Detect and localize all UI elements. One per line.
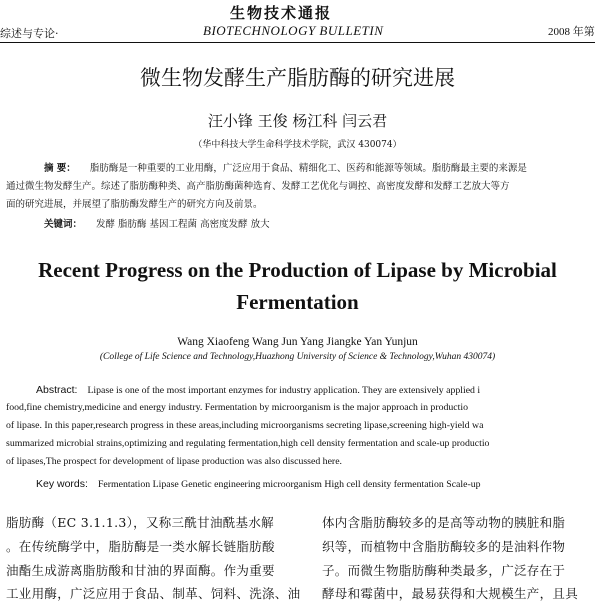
abstract-en-line: food,fine chemistry,medicine and energy industry. Fermentation by microorganism is the major approach in productio [6,402,468,413]
keywords-cn-label: 关键词： [44,219,83,230]
keywords-en-label: Key words: [36,478,88,490]
body-text-left-line: 工业用酶，广泛应用于食品、制革、饲料、洗涤、油 [6,586,301,601]
section-label: 综述与专论· [0,27,59,40]
header-divider [0,42,595,43]
abstract-en-line [36,384,480,396]
article-title-cn: 微生物发酵生产脂肪酶的研究进展 [140,66,455,90]
authors-en: Wang Xiaofeng Wang Jun Yang Jiangke Yan Yunjun [177,336,418,348]
authors-cn: 汪小锋 王俊 杨江科 闫云君 [207,112,388,130]
body-text-right-line: 酵母和霉菌中，最易获得和大规模生产，且具 [322,586,579,601]
abstract-cn-text: 脂肪酶是一种重要的工业用酶，广泛应用于食品、精细化工、医药和能源等领域。脂肪酶最主要的来源是 [89,163,527,174]
abstract-cn-line: 面的研究进展，并展望了脂肪酶发酵生产的研究方向及前景。 [6,199,263,210]
body-text-right-line: 织等，而植物中含脂肪酶较多的是油料作物 [322,539,566,554]
issue-label: 2008 年第 [548,26,595,38]
body-text-left-line: 油酯生成游离脂肪酸和甘油的界面酶。作为重要 [6,563,275,578]
body-text-left-line: 。在传统酶学中，脂肪酶是一类水解长链脂肪酸 [6,539,275,554]
article-title-en-line: Fermentation [236,290,359,314]
keywords-cn-text: 发酵 脂肪酶 基因工程菌 高密度发酵 放大 [96,219,270,230]
body-text-left-line: 脂肪酶（EC 3.1.1.3），又称三酰甘油酰基水解 [6,515,274,530]
body-text-right-line: 体内含脂肪酶较多的是高等动物的胰脏和脂 [322,515,566,530]
abstract-cn-line [44,160,527,177]
abstract-en-line: of lipases,The prospect for development of lipase production was also discussed here. [6,456,342,467]
affiliation-en: (College of Life Science and Technology,Huazhong University of Science & Technology,Wuhan 430074) [99,352,496,362]
keywords-en [36,478,481,490]
journal-name-en: BIOTECHNOLOGY BULLETIN [203,23,384,38]
abstract-en-line: summarized microbial strains,optimizing and regulating fermentation,high cell density fermentation and scale-up productio [6,438,490,449]
abstract-en-label: Abstract: [36,384,78,396]
article-title-en-line: Recent Progress on the Production of Lipase by Microbial [38,258,557,282]
journal-name-cn: 生物技术通报 [230,4,333,22]
keywords-cn [44,216,270,230]
abstract-cn-label: 摘 要： [44,163,76,174]
abstract-cn-line: 通过微生物发酵生产。综述了脂肪酶种类、高产脂肪酶菌种选育、发酵工艺优化与调控、高密度发酵和发酵工艺放大等方 [6,181,510,192]
keywords-en-text: Fermentation Lipase Genetic engineering microorganism High cell density fermentation Scale-up [97,479,481,490]
body-text-right-line: 子。而微生物脂肪酶种类最多，广泛存在于 [322,563,566,578]
abstract-en-text: Lipase is one of the most important enzymes for industry application. They are extensively applied i [87,385,481,396]
affiliation-cn: （华中科技大学生命科学技术学院，武汉 430074） [193,140,402,150]
abstract-en-line: of lipase. In this paper,research progress in these areas,including microorganisms secreting lipase,screening high-yield wa [6,420,484,431]
